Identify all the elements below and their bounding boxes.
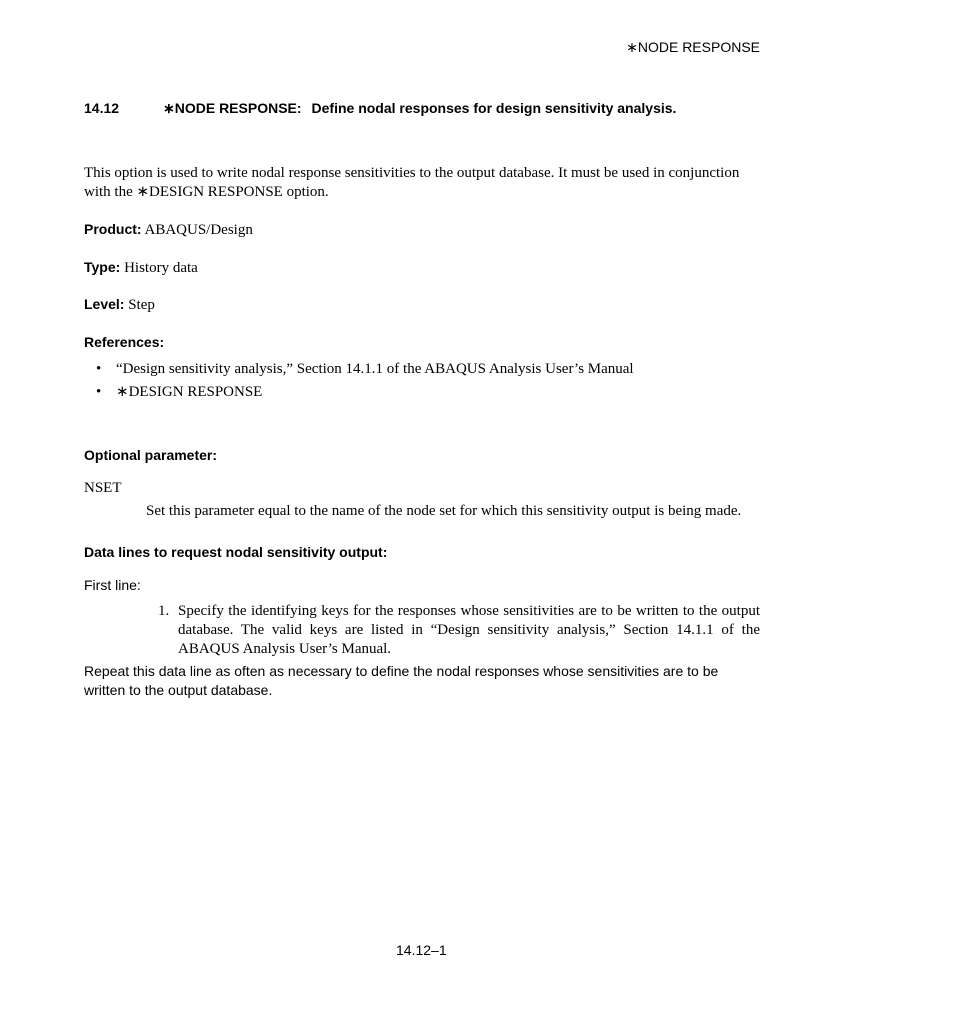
bullet-icon: • bbox=[96, 384, 102, 400]
section-keyword: ∗NODE RESPONSE: bbox=[163, 100, 302, 116]
level-label: Level: bbox=[84, 296, 125, 312]
bullet-icon: • bbox=[96, 361, 102, 377]
data-line-item bbox=[158, 602, 760, 659]
product-label: Product: bbox=[84, 221, 142, 237]
references-list bbox=[96, 360, 634, 406]
reference-text: ∗DESIGN RESPONSE bbox=[116, 384, 263, 400]
type-label: Type: bbox=[84, 259, 121, 275]
level-value: Step bbox=[128, 297, 155, 313]
type-field bbox=[84, 259, 198, 277]
reference-text: “Design sensitivity analysis,” Section 14.1.1 of the ABAQUS Analysis User’s Manual bbox=[116, 361, 634, 377]
section-number: 14.12 bbox=[84, 100, 120, 116]
running-header: ∗NODE RESPONSE bbox=[626, 39, 760, 55]
item-number: 1. bbox=[158, 603, 170, 619]
level-field bbox=[84, 296, 155, 314]
reference-item bbox=[96, 360, 634, 383]
product-value: ABAQUS/Design bbox=[144, 222, 253, 238]
intro-paragraph: This option is used to write nodal response sensitivities to the output database. It must be used in conjunction with the ∗DESIGN RESPONSE option. bbox=[84, 165, 740, 200]
section-title-text: Define nodal responses for design sensitivity analysis. bbox=[311, 100, 677, 116]
parameter-description: Set this parameter equal to the name of the node set for which this sensitivity output is being made. bbox=[146, 503, 742, 519]
parameter-name: NSET bbox=[84, 480, 122, 496]
optional-parameter-heading: Optional parameter: bbox=[84, 447, 218, 463]
first-line-label: First line: bbox=[84, 577, 141, 593]
page-number: 14.12–1 bbox=[396, 942, 447, 958]
item-text: Specify the identifying keys for the responses whose sensitivities are to be written to the output database. The valid keys are listed in “Design sensitivity analysis,” Section 14.1.1 of the ABAQUS Analysis User’s Manual. bbox=[178, 603, 760, 657]
reference-item bbox=[96, 383, 634, 406]
type-value: History data bbox=[124, 260, 198, 276]
data-lines-heading: Data lines to request nodal sensitivity output: bbox=[84, 544, 388, 560]
references-heading: References: bbox=[84, 334, 165, 350]
section-title bbox=[163, 100, 676, 117]
product-field bbox=[84, 221, 253, 239]
repeat-note: Repeat this data line as often as necessary to define the nodal responses whose sensitivities are to be written to the output database. bbox=[84, 663, 719, 698]
